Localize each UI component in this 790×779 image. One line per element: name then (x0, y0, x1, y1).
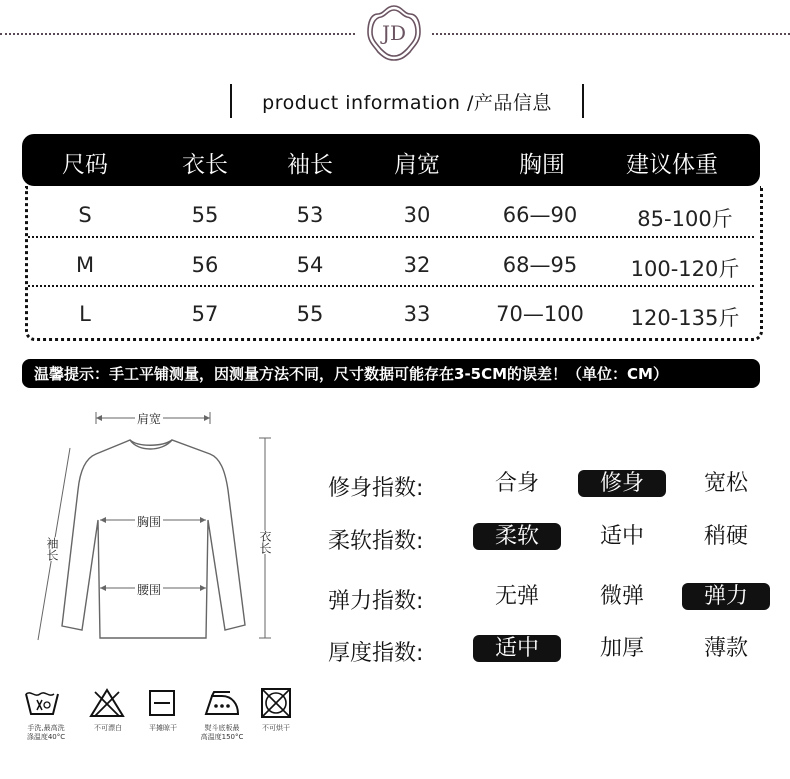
elasticity-option-none: 无弹 (494, 584, 539, 609)
table-cell: 55 (191, 203, 219, 227)
waist-label: 腰围 (137, 583, 162, 597)
softness-option-medium: 适中 (599, 524, 644, 549)
page-title (230, 84, 584, 118)
header-chest: 胸围 (519, 152, 565, 178)
row-separator (28, 236, 754, 238)
care-text-dry (135, 724, 191, 733)
table-cell: M (75, 253, 95, 277)
length-label: 衣长 (258, 530, 272, 554)
page-title-text: product information /产品信息 (262, 91, 552, 114)
care-text-line: 手洗,最高洗 (27, 724, 65, 732)
wash-40-icon (12, 688, 72, 718)
table-cell: 100-120斤 (630, 257, 740, 281)
thickness-index-label: 厚度指数: (328, 641, 424, 666)
care-text-line: 涤温度40°C (26, 733, 66, 741)
table-cell: 32 (403, 253, 431, 277)
table-cell: 53 (296, 203, 324, 227)
elasticity-option-slight: 微弹 (599, 584, 644, 609)
care-text-line: 平摊晾干 (149, 724, 177, 732)
elasticity-index-label: 弹力指数: (328, 589, 424, 614)
size-table-header (22, 134, 760, 186)
care-text-line: 不可漂白 (94, 724, 122, 732)
care-text-line: 熨斗底板最 (204, 724, 240, 732)
table-cell: 85-100斤 (637, 207, 733, 231)
svg-text:JD: JD (381, 21, 407, 45)
table-cell: S (78, 203, 92, 227)
softness-index-label: 柔软指数: (328, 529, 424, 554)
measurement-note (22, 359, 760, 388)
thickness-option-thick: 加厚 (599, 636, 644, 661)
table-cell: 68—95 (502, 253, 578, 277)
care-text-bleach (80, 724, 136, 733)
fit-option-regular: 合身 (494, 471, 539, 496)
care-text-line: 不可烘干 (262, 724, 290, 732)
table-cell: L (79, 302, 91, 326)
header-shoulder: 肩宽 (394, 152, 440, 178)
shirt-diagram (20, 400, 290, 660)
table-cell: 66—90 (502, 203, 578, 227)
thickness-option-thin: 薄款 (703, 636, 748, 661)
care-text-line: 高温度150°C (200, 733, 244, 741)
care-text-tumble (248, 724, 304, 733)
header-length: 衣长 (182, 152, 228, 178)
header-size: 尺码 (62, 152, 108, 178)
fit-option-loose: 宽松 (703, 471, 748, 496)
table-cell: 30 (403, 203, 431, 227)
table-cell: 33 (403, 302, 431, 326)
brand-logo (362, 2, 426, 64)
table-cell: 70—100 (496, 302, 584, 326)
table-cell: 55 (296, 302, 324, 326)
chest-label: 胸围 (137, 515, 162, 529)
dry-flat-icon (132, 688, 192, 718)
iron-150-icon (192, 688, 252, 718)
top-dotted-line-left (0, 33, 355, 35)
fit-index-label: 修身指数: (328, 476, 424, 501)
sleeve-label: 袖长 (45, 537, 59, 561)
table-cell: 56 (191, 253, 219, 277)
no-bleach-icon (77, 688, 137, 718)
thickness-option-medium: 适中 (473, 635, 561, 662)
header-weight: 建议体重 (626, 152, 718, 178)
header-sleeve: 袖长 (287, 152, 333, 178)
softness-option-stiff: 稍硬 (703, 524, 748, 549)
table-cell: 57 (191, 302, 219, 326)
fit-option-slim: 修身 (578, 470, 666, 497)
table-cell: 120-135斤 (630, 306, 740, 330)
row-separator (28, 285, 754, 287)
elasticity-option-stretch: 弹力 (682, 583, 770, 610)
top-dotted-line-right (432, 33, 790, 35)
measurement-note-text: 温馨提示：手工平铺测量，因测量方法不同，尺寸数据可能存在3-5CM的误差！（单位：CM） (34, 365, 668, 383)
shoulder-label: 肩宽 (137, 412, 162, 426)
softness-option-soft: 柔软 (473, 523, 561, 550)
table-cell: 54 (296, 253, 324, 277)
no-tumble-dry-icon (246, 688, 306, 718)
care-text-iron (190, 724, 254, 742)
care-text-wash (18, 724, 74, 742)
